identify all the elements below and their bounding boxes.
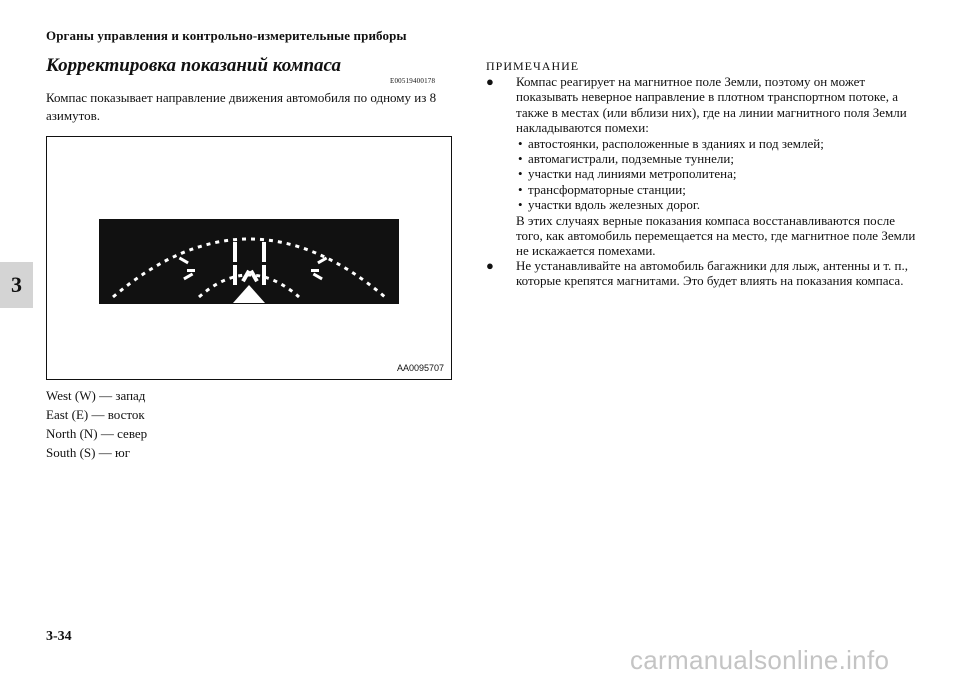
sub-item: • трансформаторные станции;: [518, 181, 686, 197]
direction-legend: [46, 386, 147, 462]
sub-item: • автомагистрали, подземные туннели;: [518, 151, 734, 167]
sub-item: • участки вдоль железных дорог.: [518, 197, 701, 213]
legend-item: North (N) — север: [46, 426, 148, 441]
watermark: carmanualsonline.info: [630, 645, 890, 675]
dot-icon: •: [518, 181, 523, 197]
note-paragraph: Не устанавливайте на автомобиль багажники для лыж, антенны и т. п., которые крепятся магнитами. Это будет влиять на показания компаса.: [516, 258, 908, 289]
note-text: [516, 74, 916, 259]
page-number: 3-34: [46, 629, 72, 644]
figure-code: AA0095707: [396, 363, 444, 373]
note-heading: ПРИМЕЧАНИЕ: [486, 59, 580, 73]
intro-text: Компас показывает направление движения автомобиля по одному из 8 азимутов.: [46, 90, 437, 123]
dot-icon: •: [518, 166, 523, 182]
section-code: E00519400178: [390, 77, 436, 85]
bullet-icon: ●: [486, 74, 494, 89]
dot-icon: •: [518, 197, 523, 213]
page-header: Органы управления и контрольно-измерительные приборы: [46, 28, 407, 43]
compass-display-illustration: [47, 137, 451, 379]
note-paragraph: Компас реагирует на магнитное поле Земли, поэтому он может показывать неверное направление в плотном транспортном потоке, а также в местах (или вблизи них), где на линии магнитного поля Земли накладываются помехи:: [516, 74, 907, 136]
sub-item: • автостоянки, расположенные в зданиях и под землей;: [518, 135, 824, 151]
dot-icon: •: [518, 135, 523, 151]
section-title: Корректировка показаний компаса: [46, 55, 341, 76]
sub-item: • участки над линиями метрополитена;: [518, 166, 737, 182]
compass-figure: [46, 136, 452, 380]
chapter-tab: 3: [0, 262, 33, 308]
legend-item: South (S) — юг: [46, 445, 131, 460]
bullet-icon: ●: [486, 258, 494, 273]
legend-item: West (W) — запад: [46, 388, 146, 403]
legend-item: East (E) — восток: [46, 407, 145, 422]
dot-icon: •: [518, 151, 523, 167]
note-paragraph: В этих случаях верные показания компаса восстанавливаются после того, как автомобиль перемещается на место, где магнитное поле Земли не искажается помехами.: [516, 212, 916, 259]
